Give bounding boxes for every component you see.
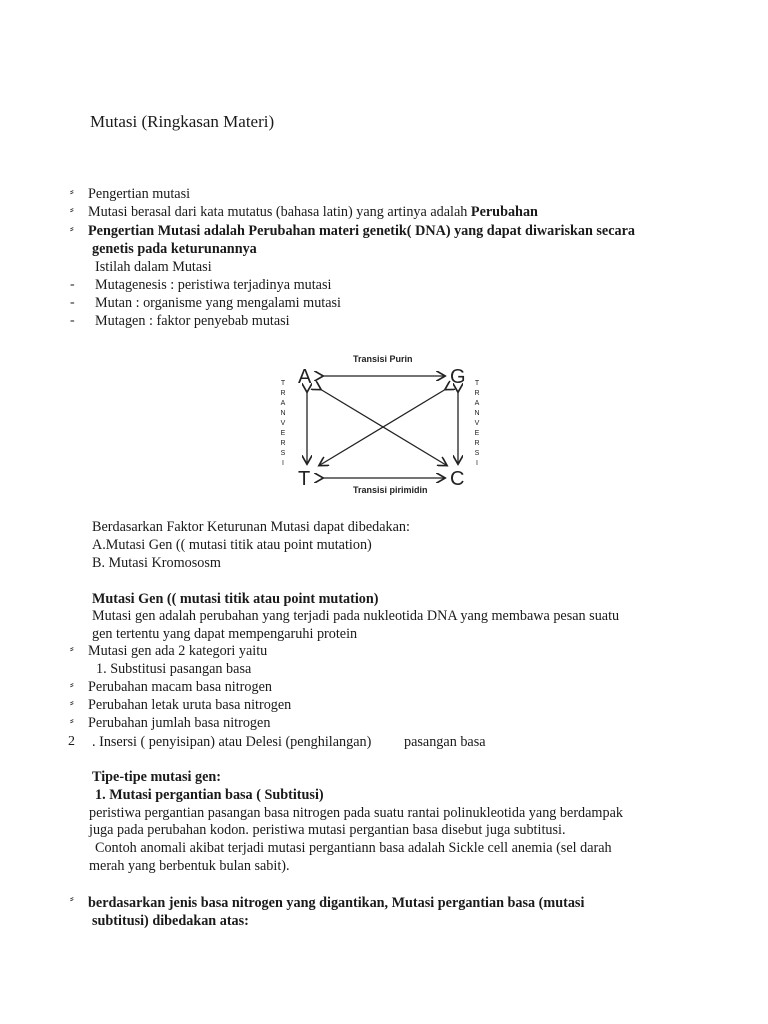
bullet-icon: ⸗ (70, 642, 74, 655)
section-heading-tipe: Tipe-tipe mutasi gen: (92, 769, 222, 785)
change-kind: Perubahan macam basa nitrogen (88, 679, 272, 695)
transisi-purin-label: Transisi Purin (353, 354, 413, 364)
transversi-letter: V (474, 420, 480, 427)
bullet-icon: ⸗ (70, 678, 74, 691)
page-title: Mutasi (Ringkasan Materi) (90, 112, 275, 131)
gen-paragraph-1: Mutasi gen adalah perubahan yang terjadi pada nukleotida DNA yang membawa pesan suatu (92, 608, 620, 624)
transversi-letter: R (474, 440, 480, 447)
transversi-letter: I (476, 460, 478, 467)
factor-b: B. Mutasi Kromososm (92, 555, 221, 571)
change-order: Perubahan letak uruta basa nitrogen (88, 697, 292, 713)
tipe-paragraph-2: juga pada perubahan kodon. peristiwa mutasi pergantian basa disebut juga subtitusi. (89, 822, 566, 838)
tipe-paragraph-3: Contoh anomali akibat terjadi mutasi pergantiann basa adalah Sickle cell anemia (sel darah (95, 840, 612, 856)
intro-line-2: Mutasi berasal dari kata mutatus (bahasa latin) yang artinya adalah Perubahan (88, 204, 538, 220)
transversi-letter: R (280, 440, 286, 447)
gen-paragraph-2: gen tertentu yang dapat mempengaruhi protein (92, 626, 358, 642)
transisi-pirimidin-label: Transisi pirimidin (353, 485, 428, 495)
dash-marker: - (70, 277, 75, 292)
bullet-icon: ⸗ (70, 185, 74, 198)
tipe-paragraph-4: merah yang berbentuk bulan sabit). (89, 858, 290, 874)
substitusi-line: 1. Substitusi pasangan basa (96, 661, 252, 677)
bullet-icon: ⸗ (70, 892, 74, 905)
transversi-letter: S (474, 450, 480, 457)
base-c-label: C (450, 468, 465, 490)
gen-category-line: Mutasi gen ada 2 kategori yaitu (88, 643, 268, 659)
term-mutagen: Mutagen : faktor penyebab mutasi (95, 313, 290, 329)
base-g-label: G (450, 366, 466, 388)
transversi-letter: E (474, 430, 480, 437)
intro-line-3b: genetis pada keturunannya (92, 241, 257, 257)
transversi-letter: N (280, 410, 286, 417)
intro-line-1: Pengertian mutasi (88, 186, 191, 202)
factors-intro: Berdasarkan Faktor Keturunan Mutasi dapat dibedakan: (92, 519, 410, 535)
tipe-paragraph-1: peristiwa pergantian pasangan basa nitrogen pada suatu rantai polinukleotida yang berdampak (89, 805, 623, 821)
mutation-diagram (270, 343, 480, 498)
insersi-pasangan: pasangan basa (404, 734, 486, 750)
transversi-right-label (474, 380, 479, 467)
bullet-icon: ⸗ (70, 714, 74, 727)
transversi-left-label (280, 380, 285, 467)
term-mutagenesis: Mutagenesis : peristiwa terjadinya mutasi (95, 277, 332, 293)
bullet-icon: ⸗ (70, 203, 74, 216)
tipe-bullet-line-1: berdasarkan jenis basa nitrogen yang digantikan, Mutasi pergantian basa (mutasi (88, 895, 585, 911)
dash-marker: - (70, 313, 75, 328)
bullet-icon: ⸗ (70, 222, 74, 235)
number-two: 2 (68, 734, 75, 749)
transversi-letter: N (474, 410, 480, 417)
transversi-letter: E (280, 430, 286, 437)
transversi-letter: T (280, 380, 286, 387)
base-t-label: T (298, 468, 311, 490)
base-a-label: A (298, 366, 312, 388)
transversi-letter: I (282, 460, 284, 467)
insersi-line: . Insersi ( penyisipan) atau Delesi (penghilangan) (92, 734, 372, 750)
transversi-letter: A (474, 400, 480, 407)
subheading-subtitusi: 1. Mutasi pergantian basa ( Subtitusi) (95, 787, 324, 803)
transversi-letter: A (280, 400, 286, 407)
intro-line-4: Istilah dalam Mutasi (95, 259, 212, 275)
change-count: Perubahan jumlah basa nitrogen (88, 715, 271, 731)
transversi-letter: V (280, 420, 286, 427)
bullet-icon: ⸗ (70, 696, 74, 709)
tipe-bullet-line-2: subtitusi) dibedakan atas: (92, 913, 249, 929)
transversi-letter: R (280, 390, 286, 397)
intro-line-3: Pengertian Mutasi adalah Perubahan materi genetik( DNA) yang dapat diwariskan secara (88, 223, 636, 239)
section-heading-gen: Mutasi Gen (( mutasi titik atau point mutation) (92, 591, 379, 607)
factor-a: A.Mutasi Gen (( mutasi titik atau point mutation) (92, 537, 372, 553)
dash-marker: - (70, 295, 75, 310)
term-mutan: Mutan : organisme yang mengalami mutasi (95, 295, 342, 311)
transversi-letter: T (474, 380, 480, 387)
transversi-letter: S (280, 450, 286, 457)
transversi-letter: R (474, 390, 480, 397)
